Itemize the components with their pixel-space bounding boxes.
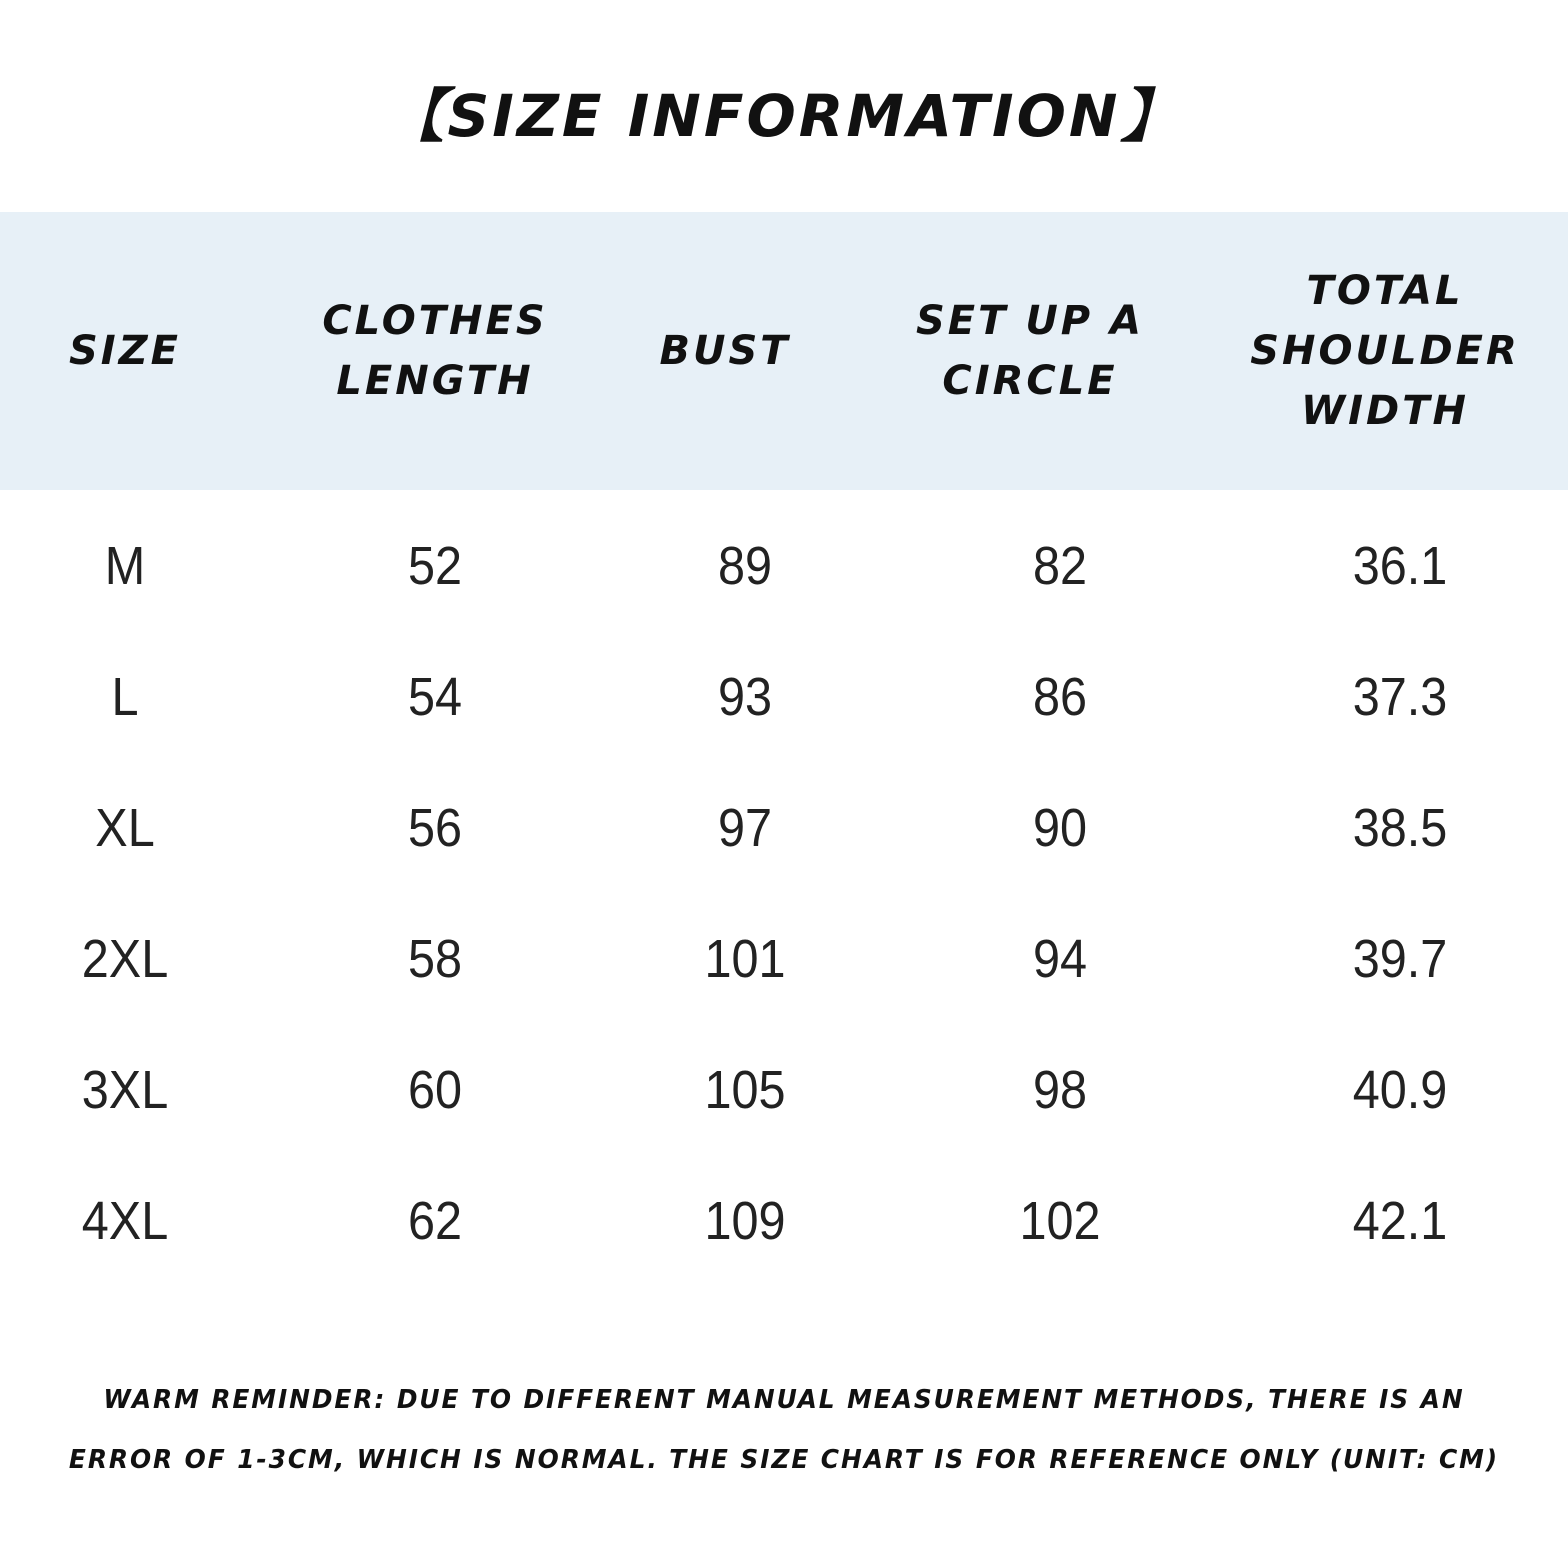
- cell-clothes-length: 58: [407, 928, 463, 989]
- cell-clothes-length: 52: [407, 535, 463, 596]
- cell-clothes-length: 56: [407, 797, 463, 858]
- cell-set-up-a-circle: 86: [1032, 666, 1088, 727]
- cell-clothes-length: 54: [407, 666, 463, 727]
- cell-bust: 109: [704, 1190, 786, 1251]
- cell-size: 4XL: [81, 1190, 169, 1251]
- cell-clothes-length: 60: [407, 1059, 463, 1120]
- table-row: [0, 631, 1568, 762]
- cell-bust: 93: [717, 666, 773, 727]
- cell-set-up-a-circle: 90: [1032, 797, 1088, 858]
- header-size: SIZE: [68, 328, 182, 374]
- reminder-line-2: ERROR OF 1-3CM, WHICH IS NORMAL. THE SIZE CHART IS FOR REFERENCE ONLY (UNIT: CM): [68, 1445, 1500, 1475]
- cell-total-shoulder-width: 37.3: [1352, 666, 1448, 727]
- cell-set-up-a-circle: 82: [1032, 535, 1088, 596]
- table-row: [0, 1024, 1568, 1155]
- cell-total-shoulder-width: 42.1: [1352, 1190, 1448, 1251]
- cell-size: 2XL: [81, 928, 169, 989]
- cell-total-shoulder-width: 38.5: [1352, 797, 1448, 858]
- cell-clothes-length: 62: [407, 1190, 463, 1251]
- cell-size: M: [104, 535, 146, 596]
- cell-bust: 101: [704, 928, 786, 989]
- table-row: [0, 1155, 1568, 1286]
- cell-bust: 89: [717, 535, 773, 596]
- page-title: 【SIZE INFORMATION】: [386, 82, 1182, 150]
- cell-size: L: [111, 666, 139, 727]
- header-bust: BUST: [659, 328, 791, 374]
- reminder-line-1: WARM REMINDER: DUE TO DIFFERENT MANUAL MEASUREMENT METHODS, THERE IS AN: [103, 1385, 1465, 1415]
- cell-total-shoulder-width: 39.7: [1352, 928, 1448, 989]
- cell-total-shoulder-width: 36.1: [1352, 535, 1448, 596]
- cell-total-shoulder-width: 40.9: [1352, 1059, 1448, 1120]
- cell-bust: 97: [717, 797, 773, 858]
- header-set-up-a-circle: SET UP A CIRCLE: [915, 298, 1145, 404]
- cell-size: XL: [95, 797, 155, 858]
- cell-size: 3XL: [81, 1059, 169, 1120]
- cell-bust: 105: [704, 1059, 786, 1120]
- header-clothes-length: CLOTHES LENGTH: [322, 298, 548, 404]
- cell-set-up-a-circle: 98: [1032, 1059, 1088, 1120]
- cell-set-up-a-circle: 102: [1019, 1190, 1101, 1251]
- table-row: [0, 500, 1568, 631]
- cell-set-up-a-circle: 94: [1032, 928, 1088, 989]
- table-row: [0, 893, 1568, 1024]
- table-row: [0, 762, 1568, 893]
- header-total-shoulder-width: TOTAL SHOULDER WIDTH: [1250, 268, 1520, 434]
